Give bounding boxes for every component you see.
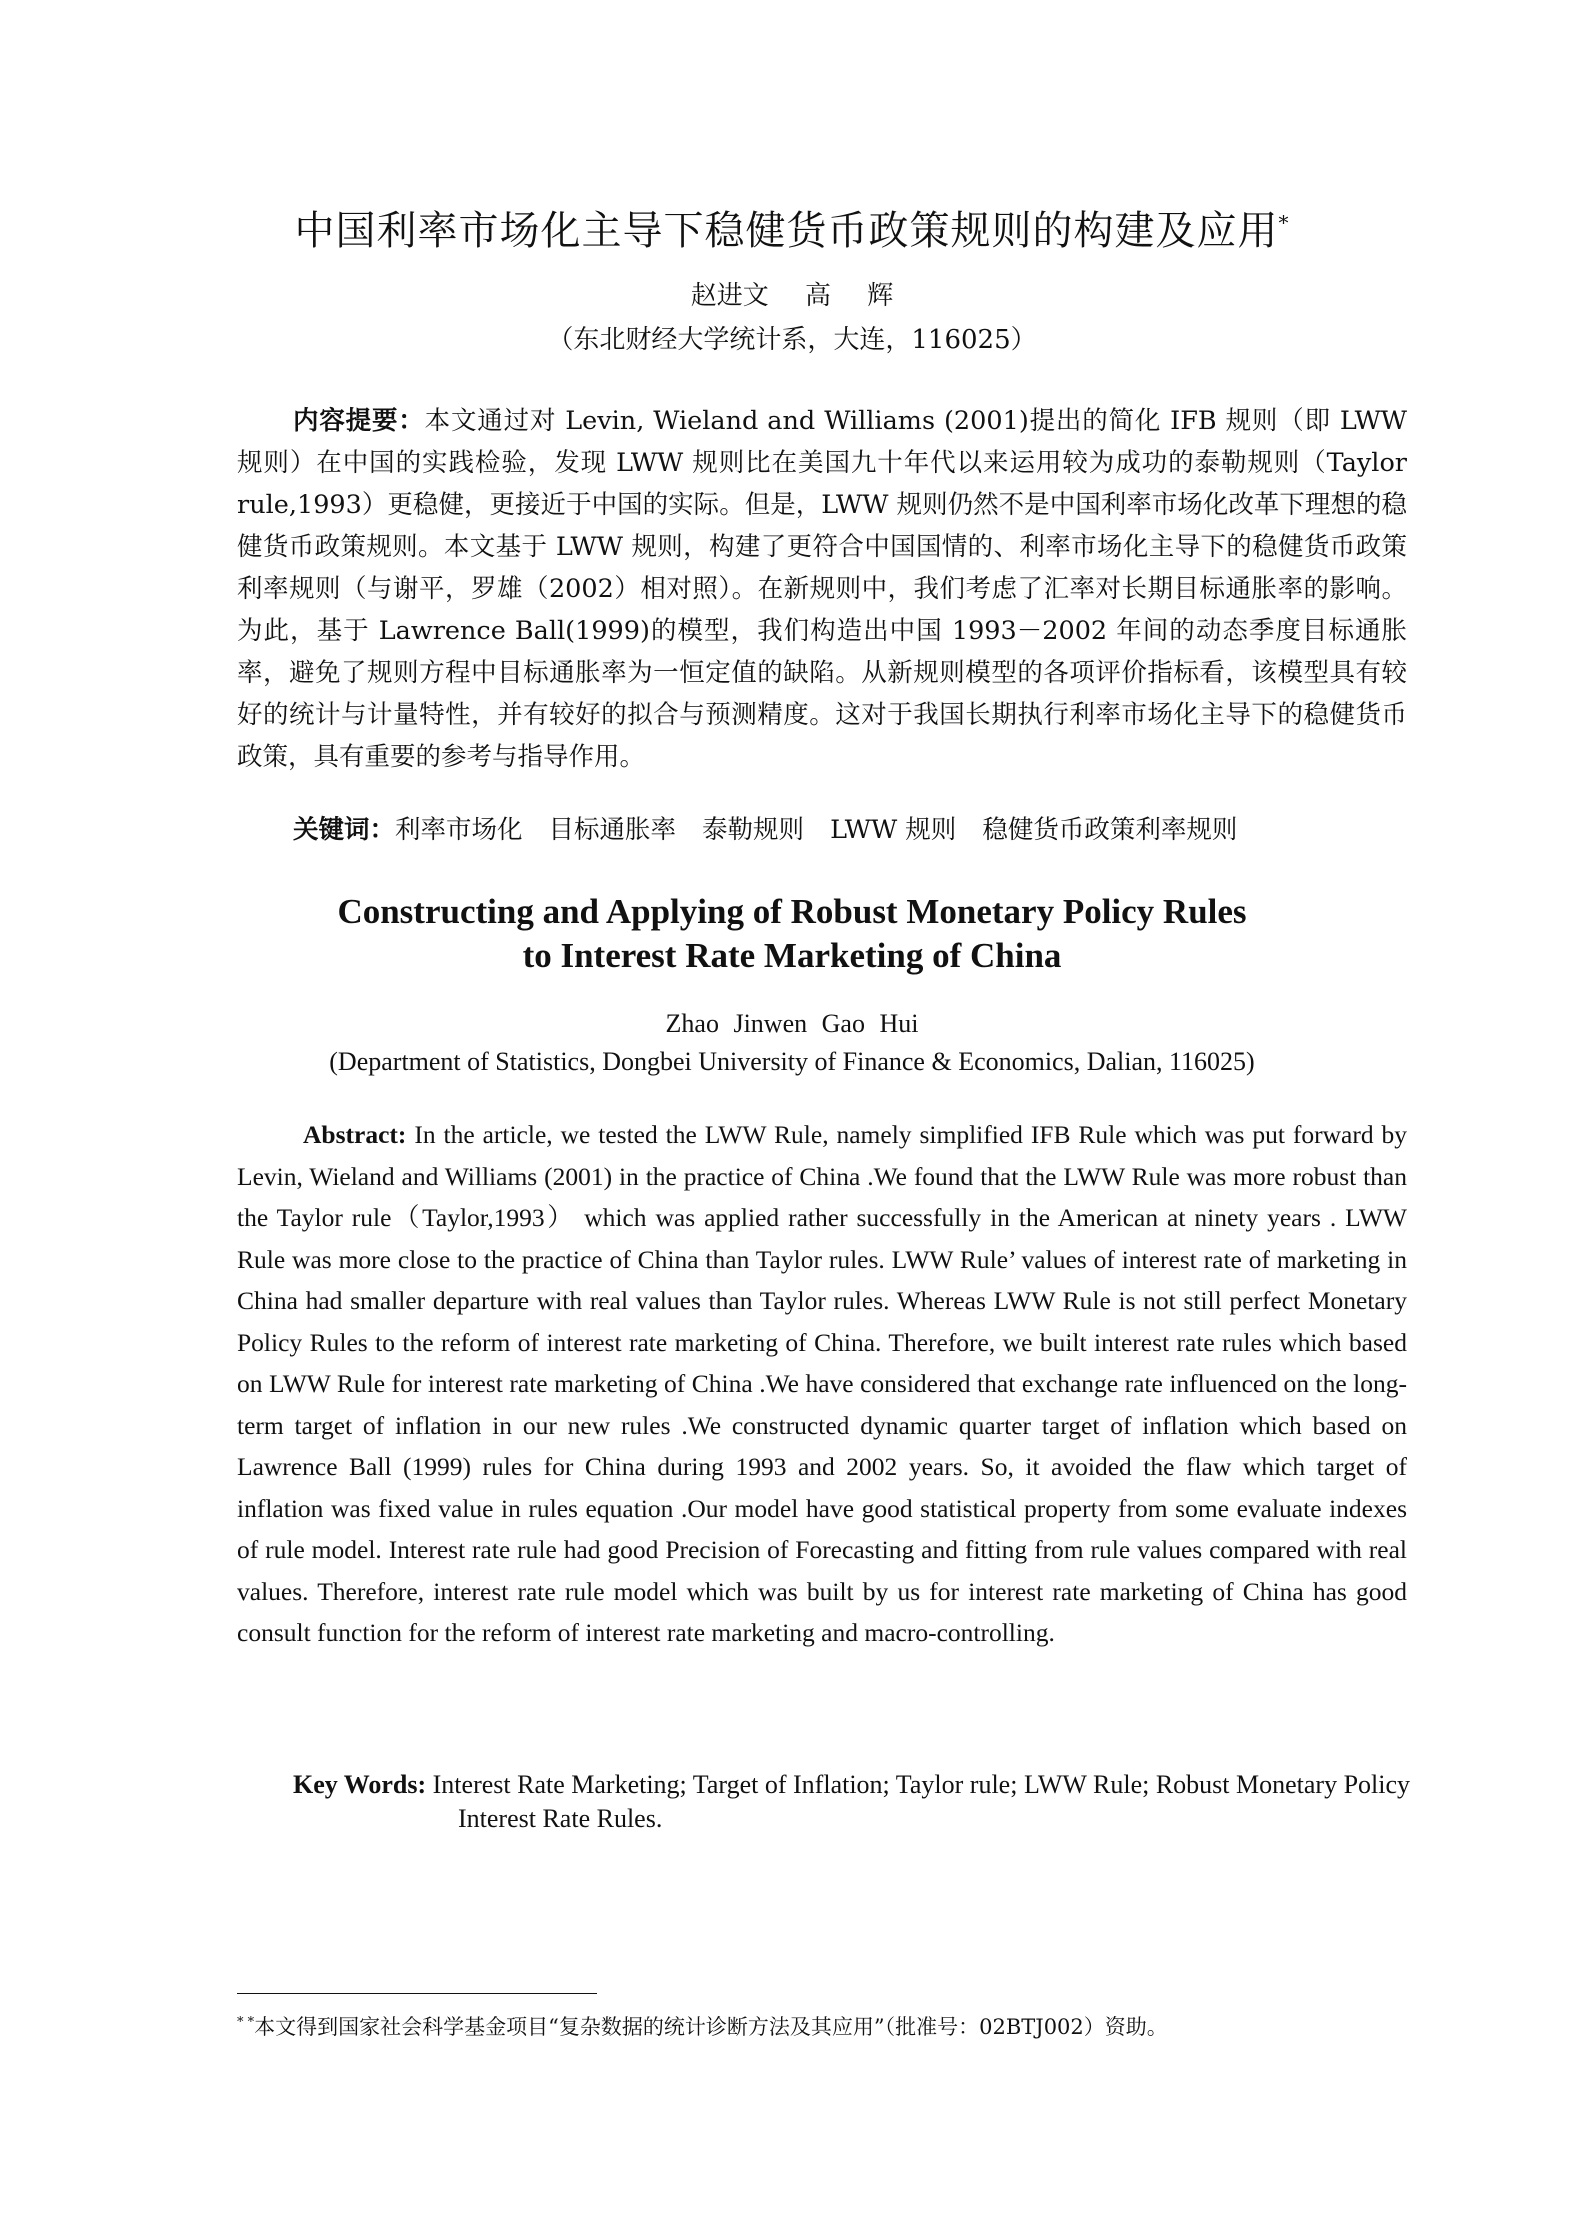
chinese-keyword: 目标通胀率 xyxy=(548,815,677,845)
footnote-text: 本文得到国家社会科学基金项目“复杂数据的统计诊断方法及其应用”（批准号：02BTJ002）资助。 xyxy=(254,2015,1168,2039)
english-authors xyxy=(0,1006,1584,1042)
english-abstract-text: In the article, we tested the LWW Rule, namely simplified IFB Rule which was put forward by Levin, Wieland and Williams (2001) in the practice of China .We found that the LWW Rule was more robust than the Taylor rule（Taylor,1993） which was applied rather successfully in the American at ninety years . LWW Rule was more close to the practice of China than Taylor rules. LWW Rule’ values of interest rate of marketing in China had smaller departure with real values than Taylor rules. Whereas LWW Rule is not still perfect Monetary Policy Rules to the reform of interest rate marketing of China. Therefore, we built interest rate rules which based on LWW Rule for interest rate marketing of China .We have considered that exchange rate influenced on the long-term target of inflation in our new rules .We constructed dynamic quarter target of inflation which based on Lawrence Ball (1999) rules for China during 1993 and 2002 years. So, it avoided the flaw which target of inflation was fixed value in rules equation .Our model have good statistical property from some evaluate indexes of rule model. Interest rate rule had good Precision of Forecasting and fitting from rule values compared with real values. Therefore, interest rate rule model which was built by us for interest rate marketing of China has good consult function for the reform of interest rate marketing and macro-controlling. xyxy=(237,1120,1408,1647)
chinese-keyword: 利率市场化 xyxy=(395,815,523,845)
chinese-keyword: 稳健货币政策利率规则 xyxy=(982,815,1238,845)
chinese-keywords-label: 关键词： xyxy=(293,815,396,845)
chinese-abstract-label: 内容提要： xyxy=(293,406,425,436)
chinese-abstract-text: 本文通过对 Levin, Wieland and Williams (2001)提出的简化 IFB 规则（即 LWW 规则）在中国的实践检验，发现 LWW 规则比在美国九十年代以来运用较为成功的泰勒规则（Taylor rule,1993）更稳健，更接近于中国的实际。但是，LWW 规则仍然不是中国利率市场化改革下理想的稳健货币政策规则。本文基于 LWW 规则，构建了更符合中国国情的、利率市场化主导下的稳健货币政策利率规则（与谢平，罗雄（2002）相对照）。在新规则中，我们考虑了汇率对长期目标通胀率的影响。为此，基于 Lawrence Ball(1999)的模型，我们构造出中国 1993－2002 年间的动态季度目标通胀率，避免了规则方程中目标通胀率为一恒定值的缺陷。从新规则模型的各项评价指标看，该模型具有较好的统计与计量特性，并有较好的拟合与预测精度。这对于我国长期执行利率市场化主导下的稳健货币政策，具有重要的参考与指导作用。 xyxy=(237,406,1407,772)
english-title xyxy=(0,890,1584,978)
english-keywords-label: Key Words: xyxy=(293,1770,427,1799)
english-abstract xyxy=(237,1114,1407,1654)
english-keywords-text: Interest Rate Marketing; Target of Inflation; Taylor rule; LWW Rule; Robust Monetary Policy Interest Rate Rules. xyxy=(432,1770,1411,1833)
english-abstract-label: Abstract: xyxy=(303,1120,407,1149)
chinese-title xyxy=(0,205,1584,257)
english-affiliation: (Department of Statistics, Dongbei University of Finance & Economics, Dalian, 116025) xyxy=(329,1047,1255,1076)
title-footnote-mark: * xyxy=(1278,210,1290,235)
english-title-line-2: to Interest Rate Marketing of China xyxy=(522,936,1062,975)
chinese-abstract xyxy=(237,400,1407,778)
english-author-1: Zhao Jinwen xyxy=(665,1009,808,1038)
chinese-authors xyxy=(0,278,1584,314)
english-keywords xyxy=(293,1768,1468,1836)
chinese-keywords xyxy=(293,810,1403,850)
chinese-author-2: 高 辉 xyxy=(805,281,894,311)
chinese-author-1: 赵进文 xyxy=(690,281,769,311)
chinese-keyword: 泰勒规则 xyxy=(702,815,805,845)
footnote xyxy=(237,2008,1407,2042)
chinese-affiliation: （东北财经大学统计系，大连，116025） xyxy=(547,325,1037,355)
chinese-keyword: LWW 规则 xyxy=(830,815,957,845)
english-author-2: Gao Hui xyxy=(821,1009,919,1038)
english-title-line-1: Constructing and Applying of Robust Monetary Policy Rules xyxy=(337,892,1247,931)
footnote-marks: * * xyxy=(237,2015,255,2030)
footnote-divider xyxy=(237,1993,597,1994)
chinese-title-text: 中国利率市场化主导下稳健货币政策规则的构建及应用 xyxy=(294,208,1279,254)
